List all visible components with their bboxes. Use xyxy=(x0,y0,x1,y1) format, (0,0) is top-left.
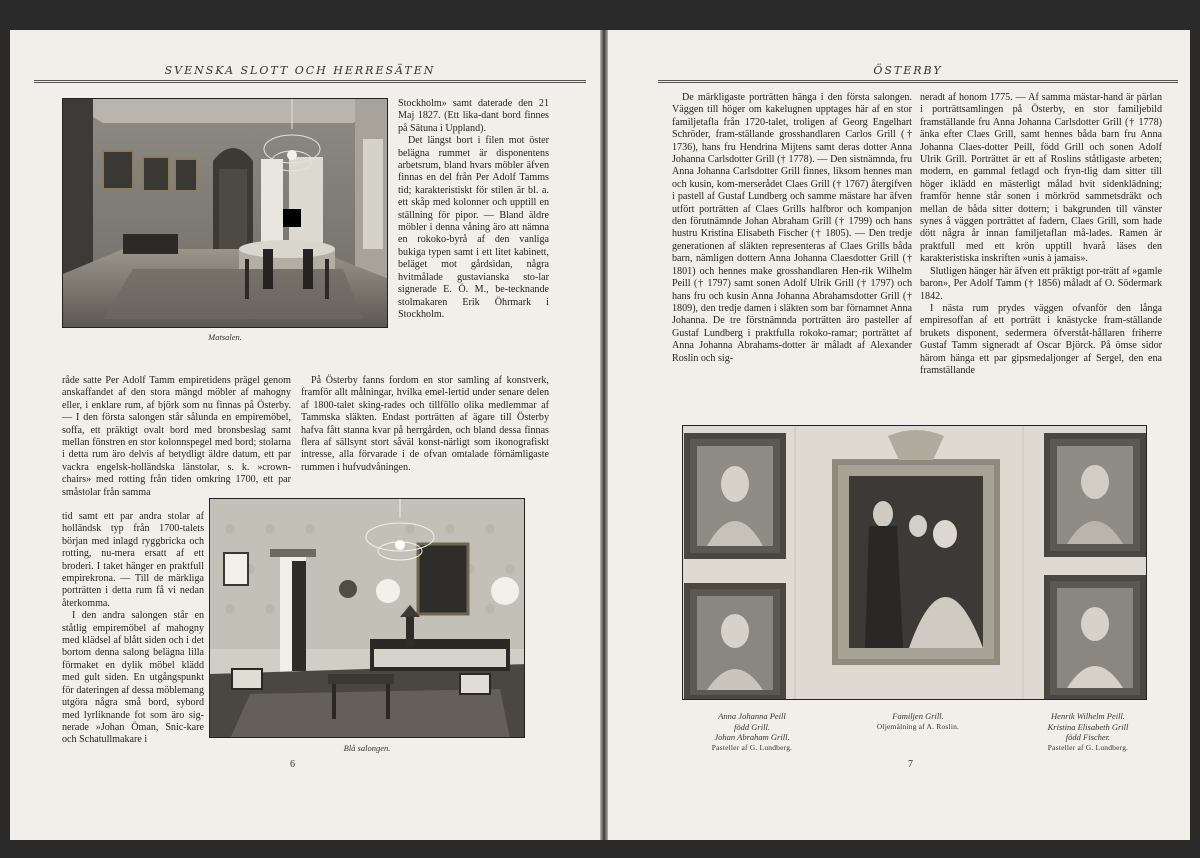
running-head-right: ÖSTERBY xyxy=(873,64,943,77)
caption-right-portraits: Henrik Wilhelm Peill. Kristina Elisabeth Grill född Fischer. Pasteller af G. Lundberg. xyxy=(1047,711,1129,752)
caption-left-portraits: Anna Johanna Peill född Grill. Johan Abraham Grill. Pasteller af G. Lundberg. xyxy=(711,711,793,752)
paragraph: tid samt ett par andra stolar af holländsk typ från 1700-talets början med inlagd ryggbricka och rotting, nu-mera ersatt af ett broderi. I taket hänger en praktfull empirekrona. — Till de märkliga porträtten i detta rum få vi nedan återkomma. xyxy=(62,511,204,609)
text-column-narrow xyxy=(62,511,204,747)
paragraph: På Österby fanns fordom en stor samling af konstverk, framför allt målningar, hvilka emel-lertid under senare delen af 1800-talet sking-rades och tillföllo olika medlemmar af Tammska släkten. Endast porträtten af ägare till Österby hafva fått stanna kvar på herrgården, och bland dessa finnas flera af sällsynt stort såväl konst-närligt som ikonografiskt intresse, alla förvarade i de ofvan omtalade förnämligaste rummen i hufvudvåningen. xyxy=(301,375,549,473)
paragraph: Slutligen hänger här äfven ett präktigt por-trätt af »gamle baron», Per Adolf Tamm († 1856) måladt af O. Södermark 1842. xyxy=(920,265,1162,302)
portrait-wall-photo xyxy=(682,425,1147,700)
text-column-mid-right xyxy=(301,375,549,474)
left-page xyxy=(10,30,600,840)
right-page xyxy=(608,30,1190,840)
dining-room-caption: Matsalen. xyxy=(208,332,242,342)
blue-salon-caption: Blå salongen. xyxy=(343,743,391,753)
paragraph: De märkligaste porträtten hänga i den första salongen. Väggen till höger om kakelugnen upptages här af en stor familjetafla från 1720-talet, troligen af Georg Engelhart Schröder, fram-ställande grosshandlaren Carlos Grill († 1736), hans fru Hendrina Mijtens samt deras dotter Anna Johanna Carlsdotter Grill († 1778). — Den sistnämnda, fru Anna Johanna Carlsdotter Grill finnes, liksom hennes man och kusin, kom-merserådet Claes Grill († 1767) återgifven i pastell af Gustaf Lundberg och samme mästare har äfven utfört porträtten af Claes Grills halfbror och kompanjon den förutnämnde Johan Abraham Grill († 1799) och hans hustru Kristina Elisabeth Fischer († 1805). — Den tredje generationen af släkten representeras af Claes Grills båda barn, nämligen dottern Anna Johanna Claesdotter Grill († 1801) och hennes make grosshandlaren Hen-rik Wilhelm Peill († 1797) samt sonen Adolf Ulrik Grill († 1797) och hans fru och kusin Anna Johanna Abrahamsdotter Grill († 1809), den tredje damen i släkten som bar förnamnet Anna Johanna. De tre förstnämnda porträtten äro pasteller af Gustaf Lundberg i praktfulla rokoko-ramar; porträttet af Anna Johanna Abrahams-dotter är måladt af Alexander Roslin och sig- xyxy=(672,92,912,364)
book-gutter xyxy=(600,30,608,840)
paragraph: Det längst bort i filen mot öster belägna rummet är disponentens arbetsrum, bland hvars möbler äfven finnas en del från Per Adolf Tamms tid; karakteristiskt för stilen är bl. a. ett skåp med kolonner och upptill en ställning för pipor. — Bland äldre möbler i denna våning äro att nämna en rokoko-byrå af den vanliga bukiga typen samt i ett litet kabinett, beläget mot gårdsidan, några hvitmålade gustavianska sto-lar signerade E. Ö. M., be-tecknande stolmakaren Erik Öhrmark i Stockholm. xyxy=(398,135,549,320)
blue-salon-photo xyxy=(209,498,525,738)
page-number-right: 7 xyxy=(908,759,913,770)
header-rule-left xyxy=(34,80,586,83)
text-column-mid-left xyxy=(62,375,291,499)
text-column-top-right xyxy=(398,98,549,321)
page-number-left: 6 xyxy=(290,759,295,770)
paragraph: I den andra salongen står en ståtlig empiremöbel af mahogny med klädsel af blått siden och i det bortom denna salong belägna lilla förmaket en dylik möbel klädd med gult siden. En utgångspunkt för dateringen af dessa möblemang utgöra några små bord, sybord med lyrliknande fot som äro sig-nerade »Johan Öman, Snic-kare och Schatullmakare i xyxy=(62,610,204,746)
header-rule-right xyxy=(658,80,1178,83)
blue-salon-image xyxy=(210,499,525,738)
portrait-wall-image xyxy=(683,426,1147,700)
dining-room-image xyxy=(63,99,388,328)
text-column-right xyxy=(920,92,1162,377)
text-column-left xyxy=(672,92,912,365)
paragraph: Stockholm» samt daterade den 21 Maj 1827. (Ett lika-dant bord finnes på Sätuna i Uppland). xyxy=(398,98,549,134)
dining-room-photo xyxy=(62,98,388,328)
paragraph: råde satte Per Adolf Tamm empiretidens prägel genom anskaffandet af den stora mängd möbler af mahogny eller, i enklare rum, af björk som nu finnas på Österby. — I den första salongen står sålunda en empiremöbel, soffa, ett präktigt ovalt bord med bronsbeslag samt mellan fönstren en stor kolonnspegel med bord; stolarna i detta rum äro delvis af betydligt äldre datum, ett par vackra engelsk-holländska länstolar, s. k. »crown-chairs» med rotting från tiden omkring 1700, ett par småstolar från samma xyxy=(62,375,291,498)
paragraph: I nästa rum prydes väggen ofvanför den långa empiresoffan af ett porträtt i knästycke fram-ställande brukets disponent, sedermera öfverståt-hållaren friherre Gustaf Tamm signeradt af Oscar Björck. På ömse sidor härom hänga ett par gipsmedaljonger af Sergel, den ena framställande xyxy=(920,302,1162,376)
paragraph: neradt af honom 1775. — Af samma mästar-hand är pärlan i porträttsamlingen på Österby, en stor familjebild framställande fru Anna Johanna Carlsdotter Grill († 1778) änka efter Claes Grill, samt hennes båda barn fru Anna Johanna Claes-dotter Peill, född Grill och sonen Adolf Ulrik Grill. Porträttet är ett af Roslins ståtligaste arbeten; modern, en gammal fetlagd och fryn-tlig dam sitter till höger iklädd en mästerligt målad hvit sidenklädning; framför henne står sonen i mörkröd sammetsdräkt och mellan de båda sitter dottern; i bakgrunden till vänster synes å väggen porträttet af fadern, Claes Grill, som hade dött några år innan familjetaflan må-lades. Ramen är praktfull med ett krön upptill hvarå läses den karakteristiska inskriften »unis à jamais». xyxy=(920,92,1162,265)
running-head-left: SVENSKA SLOTT OCH HERRESÄTEN xyxy=(164,64,436,77)
caption-center-portrait: Familjen Grill. Oljemålning af A. Roslin. xyxy=(876,711,960,731)
book-spread xyxy=(10,30,1190,840)
